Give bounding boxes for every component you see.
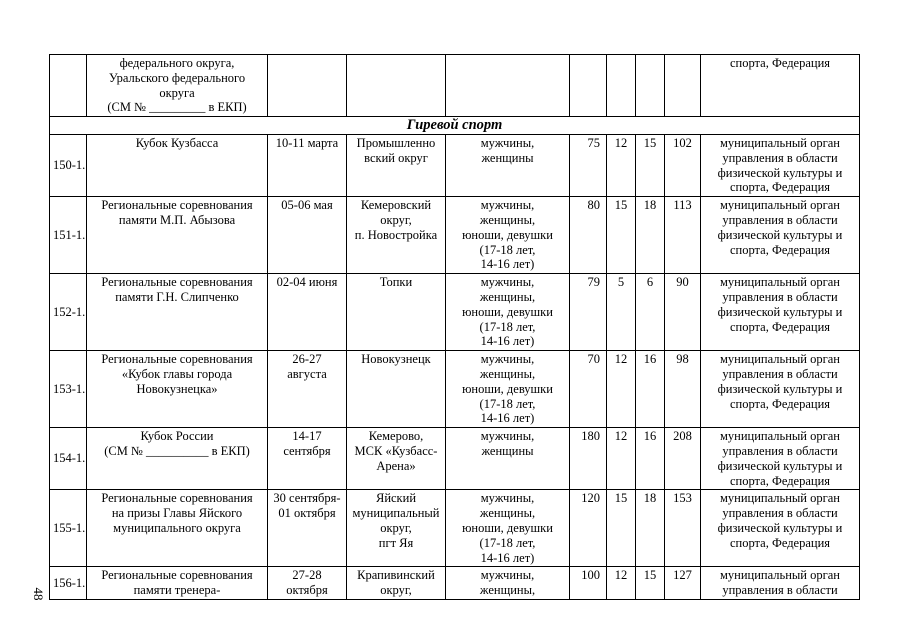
event-participants-line: 14-16 лет)	[480, 334, 535, 349]
event-participants-line: 14-16 лет)	[480, 550, 535, 565]
event-organizer-line: управления в области	[722, 289, 838, 304]
count-athletes: 120	[570, 490, 607, 567]
event-dates	[268, 567, 347, 600]
count-coaches: 12	[607, 428, 636, 490]
table-row	[50, 490, 860, 567]
event-name-line: Региональные соревнования	[101, 568, 253, 583]
count-coaches: 12	[607, 351, 636, 428]
event-name-line: Кубок России	[140, 429, 214, 444]
count-total: 90	[665, 274, 701, 351]
event-participants-line: 14-16 лет)	[480, 257, 535, 272]
event-place	[347, 274, 446, 351]
continuation-name-line: Уральского федерального	[108, 70, 246, 85]
event-organizer-line: физической культуры и	[717, 227, 843, 242]
event-organizer-line: управления в области	[722, 583, 838, 598]
count-judges: 6	[636, 274, 665, 351]
event-participants-line: мужчины,	[480, 275, 535, 290]
event-organizer-line: спорта, Федерация	[729, 396, 831, 411]
event-organizer-line: спорта, Федерация	[729, 319, 831, 334]
event-name	[87, 428, 268, 490]
event-place-line: Кемерово,	[368, 429, 424, 444]
event-participants-line: женщины,	[479, 212, 536, 227]
count-athletes: 180	[570, 428, 607, 490]
event-organizer-line: управления в области	[722, 150, 838, 165]
event-organizer	[701, 351, 860, 428]
event-organizer	[701, 567, 860, 600]
event-dates-line: 10-11 марта	[275, 135, 339, 150]
page-number: 48	[31, 587, 46, 601]
event-place-line: вский округ	[364, 150, 428, 165]
event-place-line: округ,	[380, 520, 412, 535]
count-coaches: 5	[607, 274, 636, 351]
event-participants-line: (17-18 лет,	[479, 396, 536, 411]
event-organizer-line: муниципальный орган	[720, 491, 840, 506]
event-participants	[446, 134, 570, 196]
event-organizer-line: физической культуры и	[717, 304, 843, 319]
continuation-name-cell	[87, 55, 268, 117]
event-dates-line: 05-06 мая	[281, 198, 333, 213]
event-participants	[446, 567, 570, 600]
event-organizer	[701, 197, 860, 274]
event-dates-line: 01 октября	[278, 506, 336, 521]
event-dates-line: сентября	[283, 443, 331, 458]
event-name-line: на призы Главы Яйского	[111, 506, 243, 521]
event-place-line: п. Новостройка	[354, 227, 438, 242]
event-participants	[446, 351, 570, 428]
count-judges: 18	[636, 197, 665, 274]
event-participants-line: мужчины,	[480, 568, 535, 583]
count-coaches: 12	[607, 567, 636, 600]
event-place-line: Яйский	[375, 491, 417, 506]
event-place-line: Кемеровский	[360, 198, 432, 213]
event-participants-line: женщины,	[479, 366, 536, 381]
event-dates-line: 26-27	[292, 352, 322, 367]
event-organizer-line: физической культуры и	[717, 165, 843, 180]
event-organizer	[701, 134, 860, 196]
event-participants	[446, 274, 570, 351]
event-organizer-line: спорта, Федерация	[729, 242, 831, 257]
continuation-empty-cell	[347, 55, 446, 117]
event-dates	[268, 274, 347, 351]
event-name-line: Региональные соревнования	[101, 275, 253, 290]
count-athletes: 70	[570, 351, 607, 428]
count-athletes: 80	[570, 197, 607, 274]
count-total: 113	[665, 197, 701, 274]
event-organizer-line: спорта, Федерация	[729, 535, 831, 550]
event-organizer-line: управления в области	[722, 506, 838, 521]
continuation-organizer-cell: спорта, Федерация	[701, 55, 860, 117]
event-participants	[446, 197, 570, 274]
count-total: 102	[665, 134, 701, 196]
event-place-line: Арена»	[376, 458, 416, 473]
event-participants-line: мужчины,	[480, 491, 535, 506]
event-organizer	[701, 490, 860, 567]
event-name-line: Региональные соревнования	[101, 491, 253, 506]
row-number: 155-1.	[50, 490, 87, 567]
event-name-line: Кубок Кузбасса	[135, 135, 219, 150]
event-participants-line: женщины	[481, 150, 534, 165]
count-judges: 16	[636, 428, 665, 490]
count-athletes: 75	[570, 134, 607, 196]
event-organizer	[701, 428, 860, 490]
event-dates	[268, 428, 347, 490]
event-organizer	[701, 274, 860, 351]
event-organizer-line: физической культуры и	[717, 520, 843, 535]
event-participants-line: юноши, девушки	[462, 381, 553, 396]
event-place	[347, 134, 446, 196]
event-dates	[268, 134, 347, 196]
event-place	[347, 351, 446, 428]
count-total: 153	[665, 490, 701, 567]
event-place-line: пгт Яя	[378, 535, 414, 550]
event-participants-line: мужчины,	[480, 198, 535, 213]
event-name-line: Новокузнецка»	[136, 381, 218, 396]
event-participants-line: (17-18 лет,	[479, 535, 536, 550]
continuation-name-line: округа	[159, 85, 195, 100]
table-row	[50, 197, 860, 274]
table-row	[50, 134, 860, 196]
event-participants-line: (17-18 лет,	[479, 242, 536, 257]
schedule-body	[50, 55, 860, 600]
count-judges: 16	[636, 351, 665, 428]
event-name-line: памяти тренера-	[133, 583, 221, 598]
event-participants-line: мужчины,	[480, 135, 535, 150]
event-participants-line: женщины,	[479, 506, 536, 521]
event-participants-line: мужчины,	[480, 352, 535, 367]
event-organizer-line: муниципальный орган	[720, 275, 840, 290]
event-organizer-line: управления в области	[722, 366, 838, 381]
continuation-empty-cell	[570, 55, 607, 117]
event-participants-line: женщины,	[479, 289, 536, 304]
continuation-empty-cell	[665, 55, 701, 117]
event-place	[347, 567, 446, 600]
row-number: 156-1.	[50, 567, 87, 600]
continuation-row	[50, 55, 860, 117]
count-coaches: 12	[607, 134, 636, 196]
event-name	[87, 351, 268, 428]
event-organizer-line: муниципальный орган	[720, 568, 840, 583]
count-total: 208	[665, 428, 701, 490]
event-dates-line: 14-17	[292, 429, 322, 444]
count-judges: 18	[636, 490, 665, 567]
event-dates-line: октября	[286, 583, 328, 598]
event-place-line: Крапивинский	[357, 568, 435, 583]
event-place-line: МСК «Кузбасс-	[354, 443, 438, 458]
continuation-empty-cell	[607, 55, 636, 117]
event-organizer-line: управления в области	[722, 443, 838, 458]
event-participants	[446, 428, 570, 490]
event-name-line: «Кубок главы города	[121, 366, 233, 381]
event-name	[87, 567, 268, 600]
event-name-line: Региональные соревнования	[101, 352, 253, 367]
event-dates	[268, 490, 347, 567]
event-name	[87, 134, 268, 196]
continuation-empty-cell	[446, 55, 570, 117]
table-row	[50, 428, 860, 490]
event-place-line: округ,	[380, 583, 412, 598]
event-place	[347, 490, 446, 567]
event-name-line: памяти М.П. Абызова	[118, 212, 236, 227]
continuation-num-cell	[50, 55, 87, 117]
row-number: 152-1.	[50, 274, 87, 351]
event-place-line: Промышленно	[356, 135, 436, 150]
event-place-line: Топки	[379, 275, 413, 290]
event-participants-line: женщины,	[479, 583, 536, 598]
event-place	[347, 428, 446, 490]
event-participants-line: (17-18 лет,	[479, 319, 536, 334]
continuation-empty-cell	[636, 55, 665, 117]
count-total: 98	[665, 351, 701, 428]
event-dates-line: 30 сентября-	[273, 491, 341, 506]
event-organizer-line: муниципальный орган	[720, 352, 840, 367]
event-name	[87, 274, 268, 351]
event-organizer-line: управления в области	[722, 212, 838, 227]
event-participants-line: женщины	[481, 443, 534, 458]
event-place-line: округ,	[380, 212, 412, 227]
event-place-line: Новокузнецк	[361, 352, 431, 367]
section-header-row	[50, 117, 860, 135]
row-number: 150-1.	[50, 134, 87, 196]
row-number: 151-1.	[50, 197, 87, 274]
event-organizer-line: физической культуры и	[717, 458, 843, 473]
row-number: 153-1.	[50, 351, 87, 428]
event-dates-line: 27-28	[292, 568, 322, 583]
event-organizer-line: муниципальный орган	[720, 429, 840, 444]
section-title: Гиревой спорт	[50, 117, 860, 135]
continuation-name-line: (СМ № _________ в ЕКП)	[107, 100, 247, 115]
event-participants-line: юноши, девушки	[462, 227, 553, 242]
event-participants	[446, 490, 570, 567]
event-name-line: памяти Г.Н. Слипченко	[115, 289, 239, 304]
event-participants-line: юноши, девушки	[462, 304, 553, 319]
event-dates-line: 02-04 июня	[276, 275, 338, 290]
count-athletes: 100	[570, 567, 607, 600]
table-row	[50, 274, 860, 351]
event-place	[347, 197, 446, 274]
count-athletes: 79	[570, 274, 607, 351]
row-number: 154-1.	[50, 428, 87, 490]
count-total: 127	[665, 567, 701, 600]
count-judges: 15	[636, 134, 665, 196]
event-participants-line: 14-16 лет)	[480, 411, 535, 426]
continuation-empty-cell	[268, 55, 347, 117]
event-name-line: муниципального округа	[113, 520, 241, 535]
event-organizer-line: спорта, Федерация	[729, 180, 831, 195]
event-dates	[268, 351, 347, 428]
event-organizer-line: муниципальный орган	[720, 135, 840, 150]
event-name	[87, 197, 268, 274]
count-judges: 15	[636, 567, 665, 600]
schedule-table	[49, 54, 860, 600]
event-name-line: (СМ № __________ в ЕКП)	[104, 443, 250, 458]
event-participants-line: мужчины,	[480, 429, 535, 444]
event-participants-line: юноши, девушки	[462, 520, 553, 535]
event-name	[87, 490, 268, 567]
event-dates	[268, 197, 347, 274]
event-name-line: Региональные соревнования	[101, 198, 253, 213]
event-place-line: муниципальный	[352, 506, 440, 521]
continuation-name-line: федерального округа,	[119, 56, 235, 70]
table-row	[50, 351, 860, 428]
count-coaches: 15	[607, 490, 636, 567]
event-organizer-line: физической культуры и	[717, 381, 843, 396]
event-dates-line: августа	[287, 366, 327, 381]
table-row	[50, 567, 860, 600]
event-organizer-line: муниципальный орган	[720, 198, 840, 213]
event-organizer-line: спорта, Федерация	[729, 473, 831, 488]
count-coaches: 15	[607, 197, 636, 274]
